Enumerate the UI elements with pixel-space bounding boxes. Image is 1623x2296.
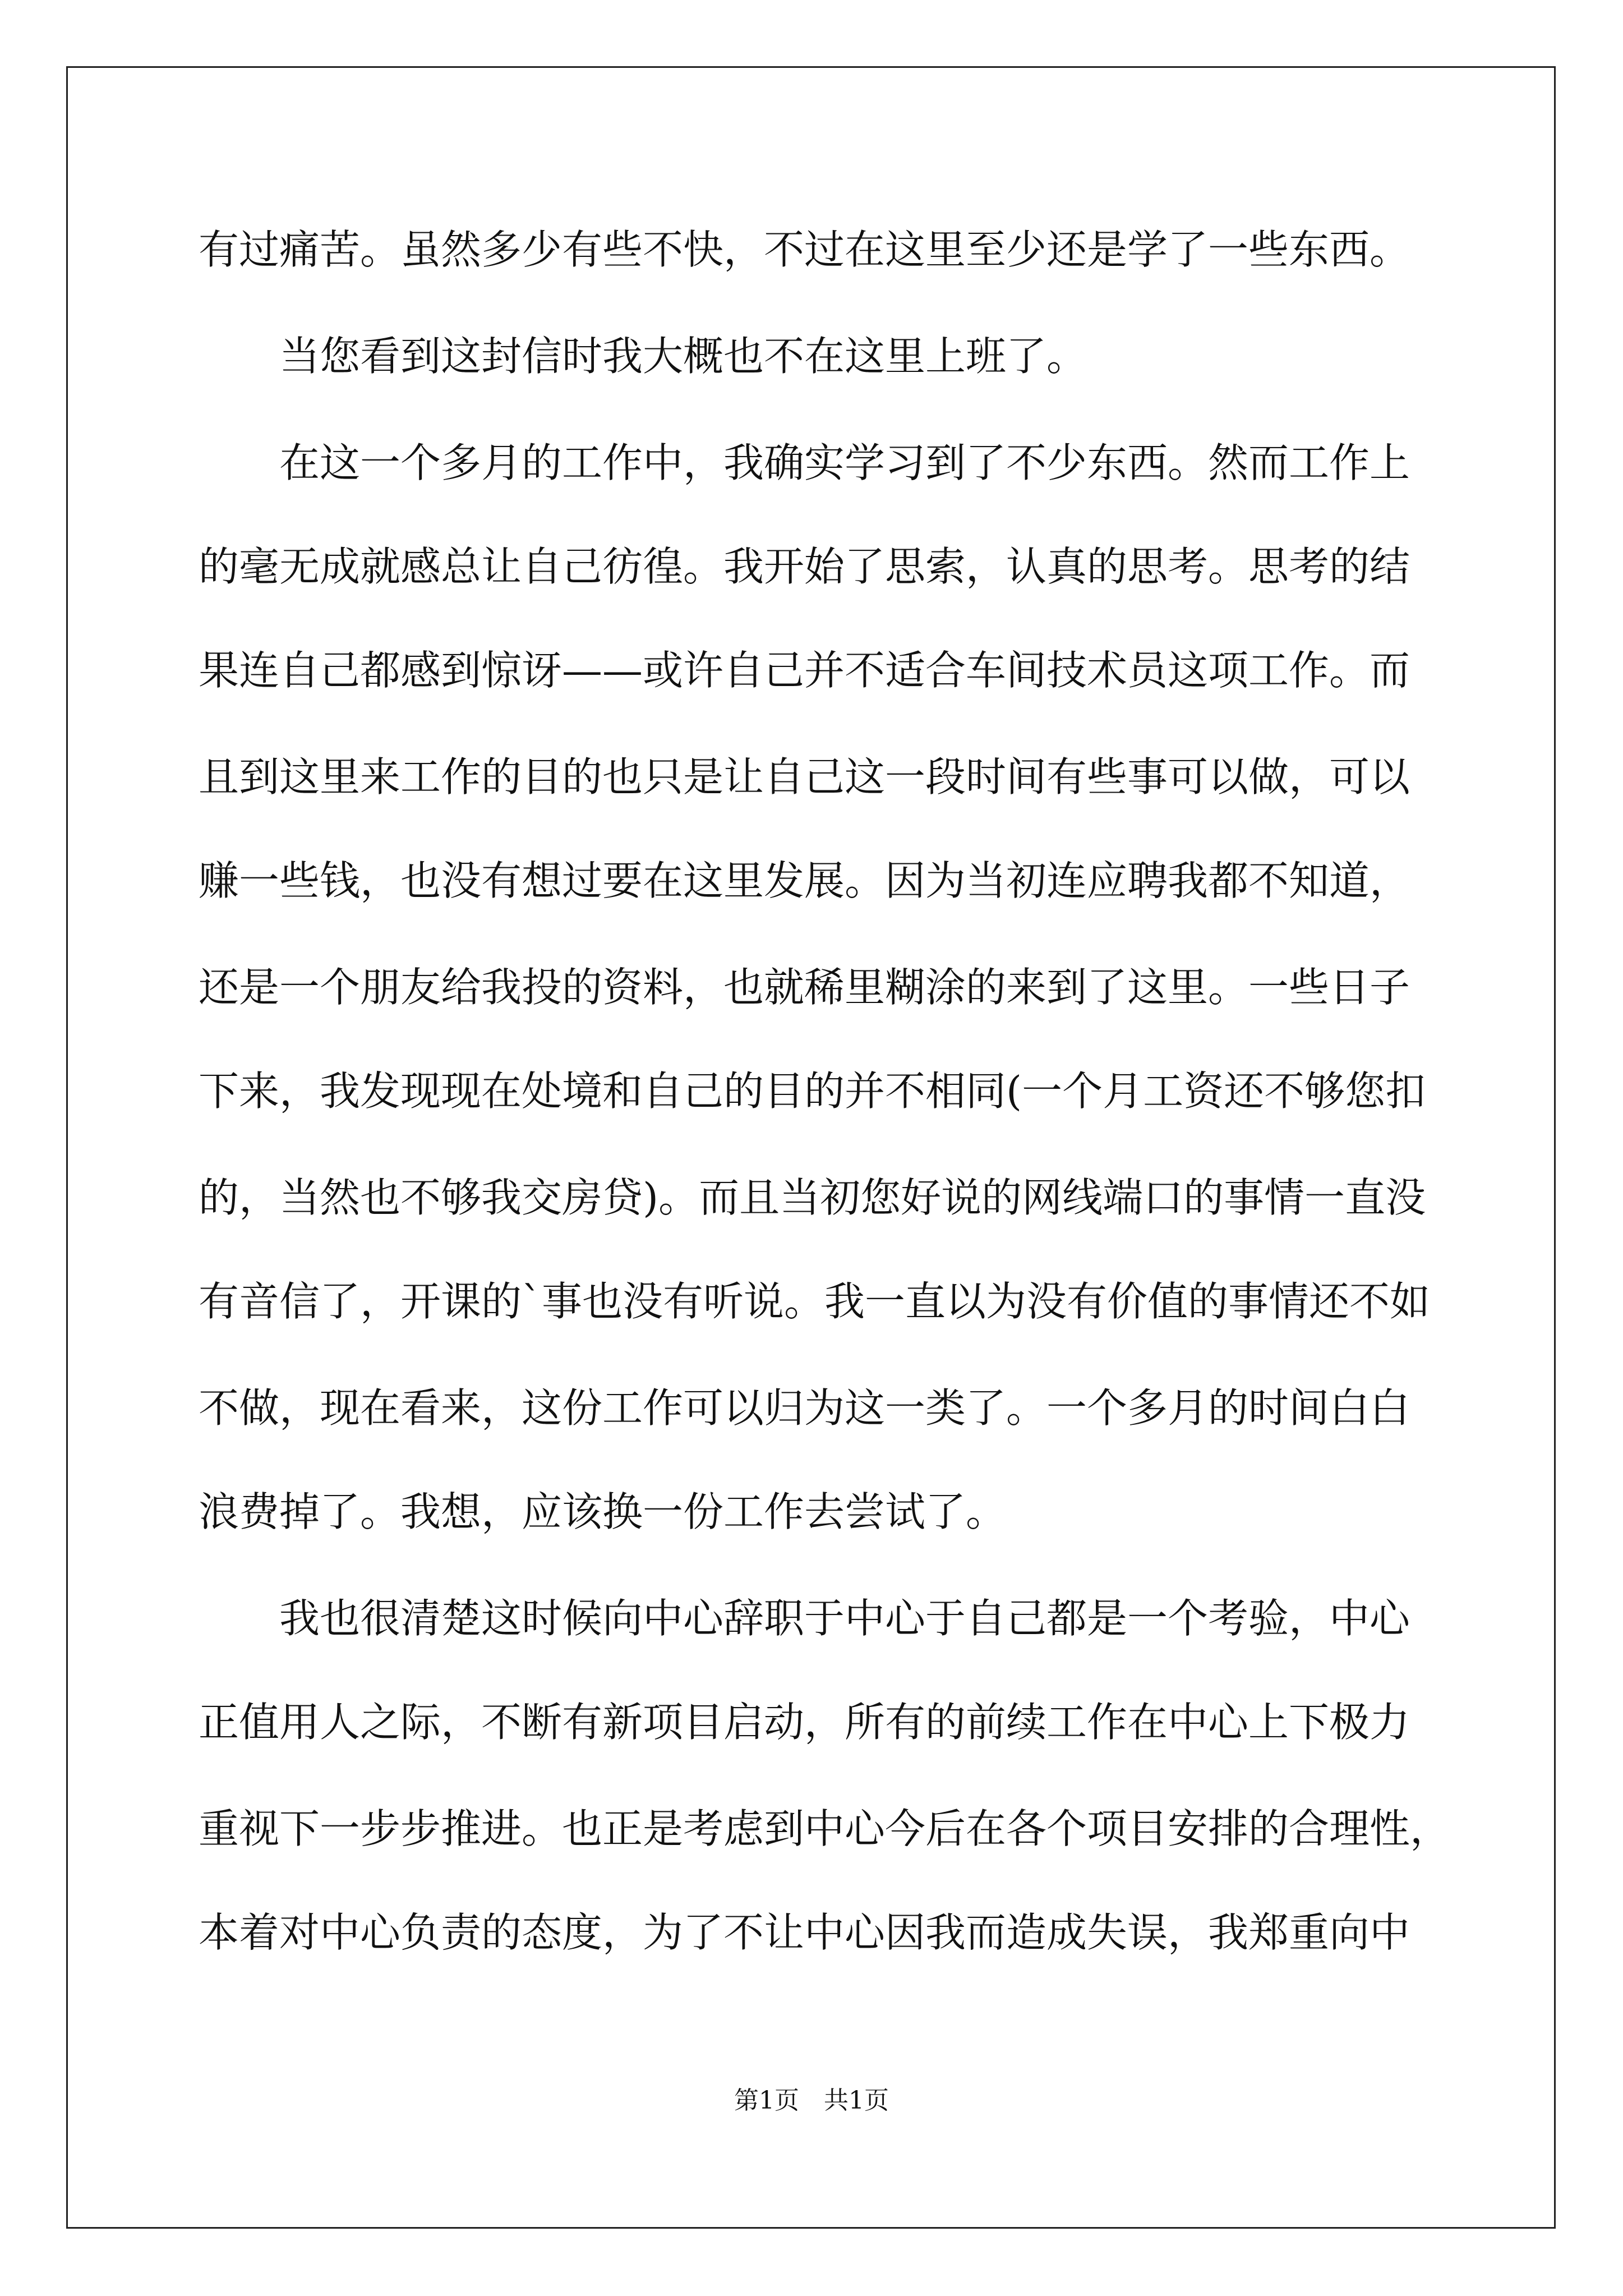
text-line: 的毫无成就感总让自己彷徨。我开始了思索，认真的思考。思考的结	[199, 543, 1410, 590]
text-line: 本着对中心负责的态度，为了不让中心因我而造成失误，我郑重向中	[199, 1909, 1410, 1956]
text-line: 正值用人之际，不断有新项目启动，所有的前续工作在中心上下极力	[199, 1699, 1410, 1746]
text-line: 不做，现在看来，这份工作可以归为这一类了。一个多月的时间白白	[199, 1384, 1410, 1432]
text-line: 在这一个多月的工作中，我确实学习到了不少东西。然而工作上	[199, 439, 1410, 486]
text-line: 浪费掉了。我想，应该换一份工作去尝试了。	[199, 1488, 1007, 1535]
text-line: 赚一些钱，也没有想过要在这里发展。因为当初连应聘我都不知道，	[199, 857, 1410, 904]
text-line: 重视下一步步推进。也正是考虑到中心今后在各个项目安排的合理性，	[199, 1805, 1451, 1852]
text-line: 果连自己都感到惊讶——或许自己并不适合车间技术员这项工作。而	[199, 647, 1410, 694]
text-line: 下来，我发现现在处境和自己的目的并不相同(一个月工资还不够您扣	[199, 1068, 1426, 1115]
text-line: 且到这里来工作的目的也只是让自己这一段时间有些事可以做，可以	[199, 753, 1410, 800]
page-footer: 第1页 共1页	[734, 2086, 889, 2115]
text-line: 还是一个朋友给我投的资料，也就稀里糊涂的来到了这里。一些日子	[199, 964, 1410, 1011]
text-line: 的，当然也不够我交房贷)。而且当初您好说的网线端口的事情一直没	[199, 1174, 1426, 1221]
text-line: 我也很清楚这时候向中心辞职于中心于自己都是一个考验，中心	[199, 1595, 1410, 1642]
text-line: 当您看到这封信时我大概也不在这里上班了。	[199, 333, 1087, 380]
text-line: 有音信了，开课的`事也没有听说。我一直以为没有价值的事情还不如	[199, 1278, 1431, 1325]
text-line: 有过痛苦。虽然多少有些不快，不过在这里至少还是学了一些东西。	[199, 226, 1410, 273]
